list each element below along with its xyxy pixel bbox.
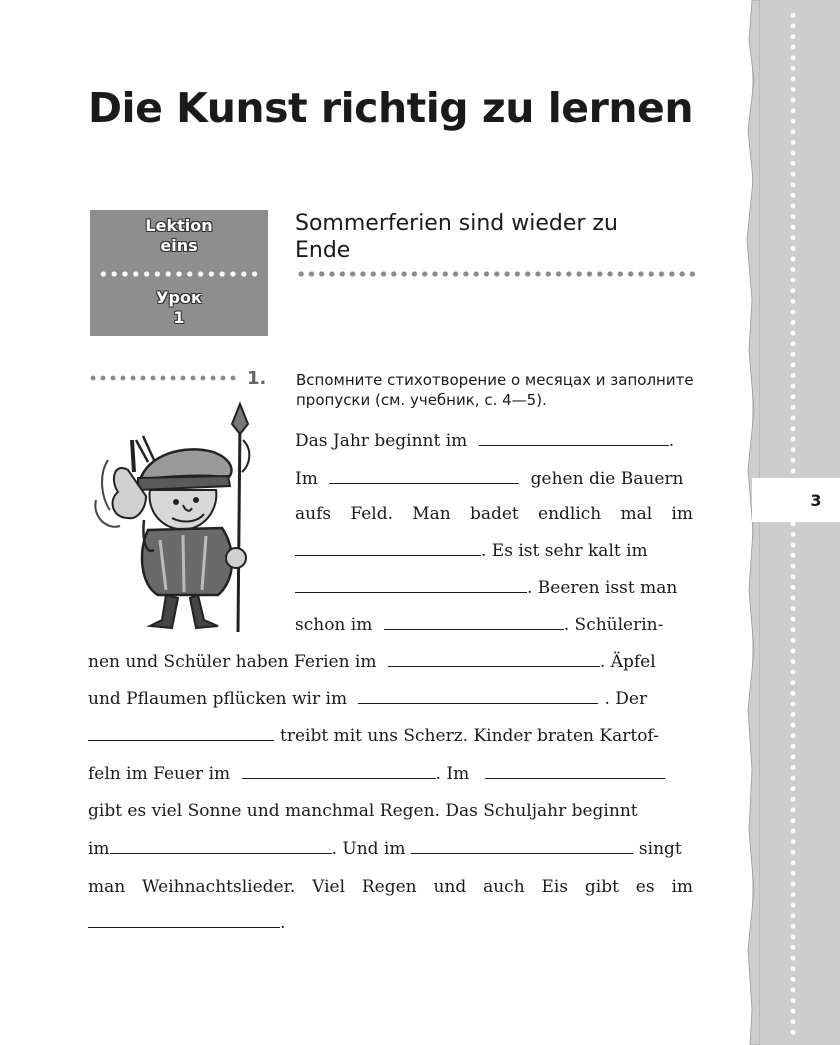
cloze-text: aufs Feld. Man badet endlich mal im	[295, 504, 693, 524]
cloze-line-1	[295, 430, 674, 452]
page-title: Die Kunst richtig zu lernen	[88, 84, 694, 132]
cloze-text: . Der	[604, 689, 648, 709]
cloze-line-3	[295, 503, 693, 525]
task-number: 1.	[247, 368, 267, 389]
blank-field[interactable]	[295, 578, 527, 593]
cloze-line-12	[88, 838, 682, 860]
cloze-text: feln im Feuer im	[88, 764, 231, 784]
cloze-line-8	[88, 688, 647, 710]
blank-field[interactable]	[329, 469, 519, 484]
cloze-text: nen und Schüler haben Ferien im	[88, 652, 377, 672]
cloze-line-2	[295, 468, 683, 490]
cloze-text: gibt es viel Sonne und manchmal Regen. Das Schuljahr beginnt	[88, 801, 638, 821]
cloze-line-9	[88, 725, 659, 747]
cloze-line-11	[88, 800, 638, 822]
cloze-line-10	[88, 763, 665, 785]
cloze-line-7	[88, 651, 656, 673]
blank-field[interactable]	[384, 615, 564, 630]
lesson-box	[90, 210, 268, 336]
blank-field[interactable]	[479, 431, 669, 446]
lesson-title	[295, 210, 625, 264]
cloze-text: Das Jahr beginnt im	[295, 431, 468, 451]
blank-field[interactable]	[388, 652, 600, 667]
cloze-text: . Beeren isst man	[527, 578, 678, 598]
cloze-text: schon im	[295, 615, 373, 635]
cloze-text: . Schülerin-	[563, 615, 664, 635]
cloze-line-5	[295, 577, 677, 599]
torn-edge	[740, 0, 760, 1045]
cloze-text: . Im	[435, 764, 470, 784]
blank-field[interactable]	[358, 689, 598, 704]
cloze-text: Im	[295, 469, 318, 489]
lesson-name-ru: Урок 1	[156, 288, 202, 327]
lesson-label-ru	[90, 288, 268, 328]
blank-field[interactable]	[110, 839, 332, 854]
cloze-line-13	[88, 876, 693, 898]
cloze-line-6	[295, 614, 663, 636]
page-number: 3	[752, 478, 840, 522]
blank-field[interactable]	[295, 541, 481, 556]
cartoon-guard-with-spear-icon	[88, 400, 278, 635]
cloze-text: . Äpfel	[599, 652, 656, 672]
cloze-text: im	[88, 839, 110, 859]
cloze-text: man Weihnachtslieder. Viel Regen und auch Eis gibt es im	[88, 877, 693, 897]
blank-field[interactable]	[242, 764, 436, 779]
side-dot-column	[788, 10, 798, 1040]
cloze-text: . Und im	[331, 839, 406, 859]
cloze-text: .	[668, 431, 675, 451]
lesson-box-divider	[98, 269, 260, 279]
cloze-text: und Pflaumen pflücken wir im	[88, 689, 348, 709]
blank-field[interactable]	[411, 839, 633, 854]
cloze-text: gehen die Bauern	[530, 469, 684, 489]
blank-field[interactable]	[88, 726, 274, 741]
task-instruction: Вспомните стихотворение о месяцах и заполните пропуски (см. учебник, с. 4—5).	[296, 371, 694, 409]
lesson-title-divider	[296, 269, 696, 279]
cloze-text: .	[280, 913, 286, 933]
lesson-label-de	[90, 216, 268, 256]
task-dots	[88, 373, 238, 383]
blank-field[interactable]	[485, 764, 665, 779]
lesson-title-text: Sommerferien sind wieder zu Ende	[295, 211, 618, 263]
lesson-name-de: Lektion eins	[145, 216, 213, 255]
cloze-line-14	[88, 912, 285, 934]
cloze-text: singt	[638, 839, 682, 859]
cloze-text: treibt mit uns Scherz. Kinder braten Kartof-	[280, 726, 659, 746]
cloze-line-4	[295, 540, 648, 562]
cloze-text: . Es ist sehr kalt im	[481, 541, 648, 561]
blank-field[interactable]	[88, 913, 280, 928]
